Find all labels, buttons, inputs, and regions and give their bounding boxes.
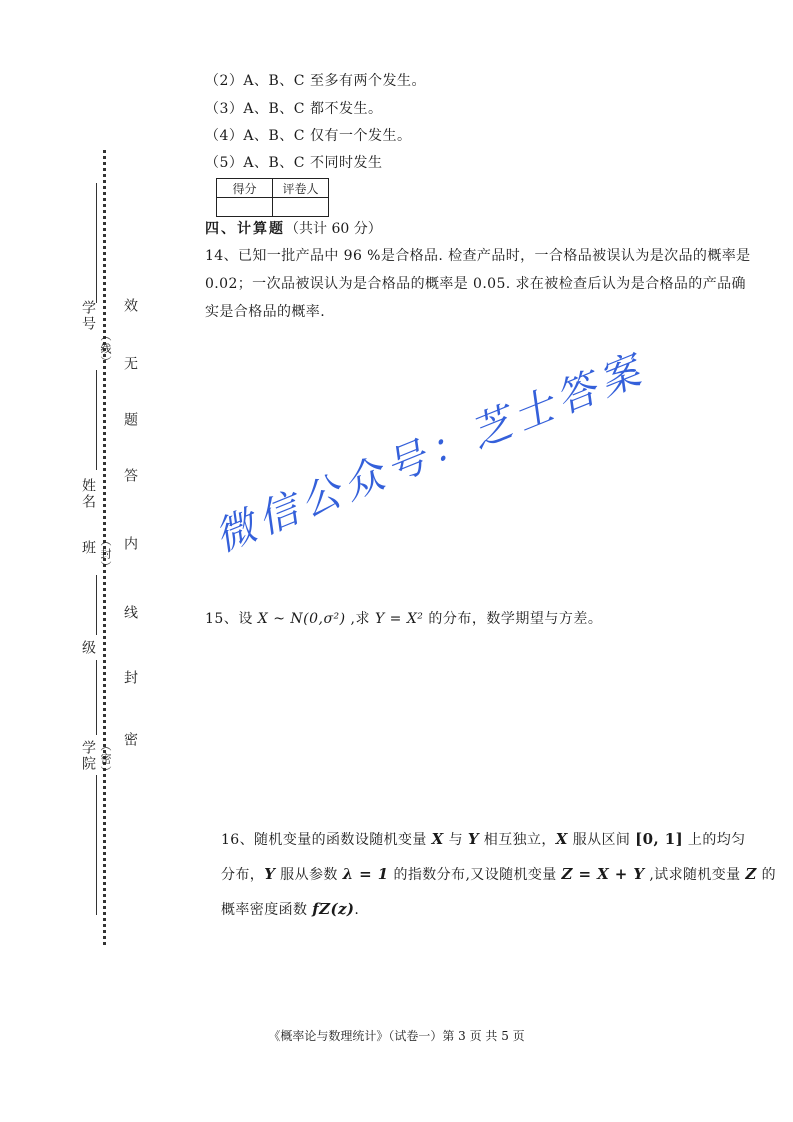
q16-b3: 的指数分布,又设随机变量 [388, 867, 562, 883]
watermark-text: 微信公众号：芝士答案 [208, 346, 653, 561]
q16-a3: 相互独立， [478, 832, 556, 848]
interval: [0, 1] [635, 830, 684, 848]
q16-b5: 的 [756, 867, 777, 883]
inner-text-2: 无 [122, 356, 138, 372]
page-footer: 《概率论与数理统计》（试卷一）第 3 页 共 5 页 [268, 1029, 525, 1043]
q16-c2: . [354, 902, 360, 918]
grade-underline [96, 660, 97, 735]
inner-text-5: 内 [122, 536, 138, 552]
var-y: Y [467, 830, 479, 848]
q15-post: 的分布，数学期望与方差。 [423, 611, 603, 627]
line-mark: （线） [99, 330, 112, 369]
q15-formula-y: Y = X² [374, 611, 424, 627]
question-15 [205, 608, 602, 628]
item-5: （5）A、B、C 不同时发生 [205, 155, 383, 171]
q16-c1: 概率密度函数 [221, 902, 313, 918]
lambda-param: λ = 1 [342, 865, 389, 883]
q16-a2: 与 [443, 832, 468, 848]
q15-pre: 设 [238, 611, 258, 627]
secret-mark: （密） [99, 740, 112, 779]
college-label: 学院 [80, 740, 96, 772]
grader-cell[interactable] [273, 198, 329, 217]
item-2: （2）A、B、C 至多有两个发生。 [205, 73, 426, 89]
section-heading [205, 218, 382, 238]
question-14 [205, 242, 751, 326]
section-note: （共计 60 分） [285, 221, 382, 237]
grade-label: 级 [80, 640, 96, 656]
name-label: 姓名 [80, 478, 96, 510]
q16-line-3 [221, 892, 776, 927]
q16-a1: 16、随机变量的函数设随机变量 [221, 832, 432, 848]
grader-header: 评卷人 [273, 179, 329, 198]
q16-a4: 服从区间 [567, 832, 636, 848]
score-table [216, 178, 329, 217]
density-function: fZ(z) [312, 900, 355, 918]
inner-text-8: 密 [122, 732, 138, 748]
q14-line-1: 14、已知一批产品中 96 %是合格品. 检查产品时，一合格品被误认为是次品的概率是 [205, 248, 751, 264]
score-cell[interactable] [217, 198, 273, 217]
q16-b1: 分布， [221, 867, 265, 883]
q16-line-1 [221, 822, 776, 857]
college-underline [96, 775, 97, 915]
inner-text-4: 答 [122, 468, 138, 484]
var-y-2: Y [264, 865, 276, 883]
q16-b2: 服从参数 [275, 867, 343, 883]
q15-mid: ,求 [345, 611, 375, 627]
student-id-label: 学号 [80, 300, 96, 332]
inner-text-3: 题 [122, 412, 138, 428]
student-id-underline [96, 183, 97, 303]
q16-a5: 上的均匀 [683, 832, 746, 848]
q14-line-3: 实是合格品的概率. [205, 304, 326, 320]
q16-line-2 [221, 857, 776, 892]
seal-mark: （封） [99, 535, 112, 574]
q15-formula-x: X ~ N(0,σ²) [257, 611, 346, 627]
class-underline [96, 575, 97, 635]
var-x-2: X [555, 830, 568, 848]
item-3: （3）A、B、C 都不发生。 [205, 101, 383, 117]
inner-text-7: 封 [122, 670, 138, 686]
name-underline [96, 370, 97, 470]
z-expression: Z = X + Y [561, 865, 645, 883]
item-4: （4）A、B、C 仅有一个发生。 [205, 128, 412, 144]
var-x: X [431, 830, 444, 848]
inner-text-1: 效 [122, 298, 138, 314]
q14-line-2: 0.02；一次品被误认为是合格品的概率是 0.05. 求在被检查后认为是合格品的产品确 [205, 276, 746, 292]
inner-text-6: 线 [122, 605, 138, 621]
class-label: 班 [80, 540, 96, 556]
question-16 [221, 822, 776, 927]
q15-number: 15、 [205, 611, 239, 627]
var-z: Z [745, 865, 757, 883]
score-header: 得分 [217, 179, 273, 198]
section-title: 四、计算题 [205, 221, 285, 237]
q16-b4: ,试求随机变量 [644, 867, 746, 883]
